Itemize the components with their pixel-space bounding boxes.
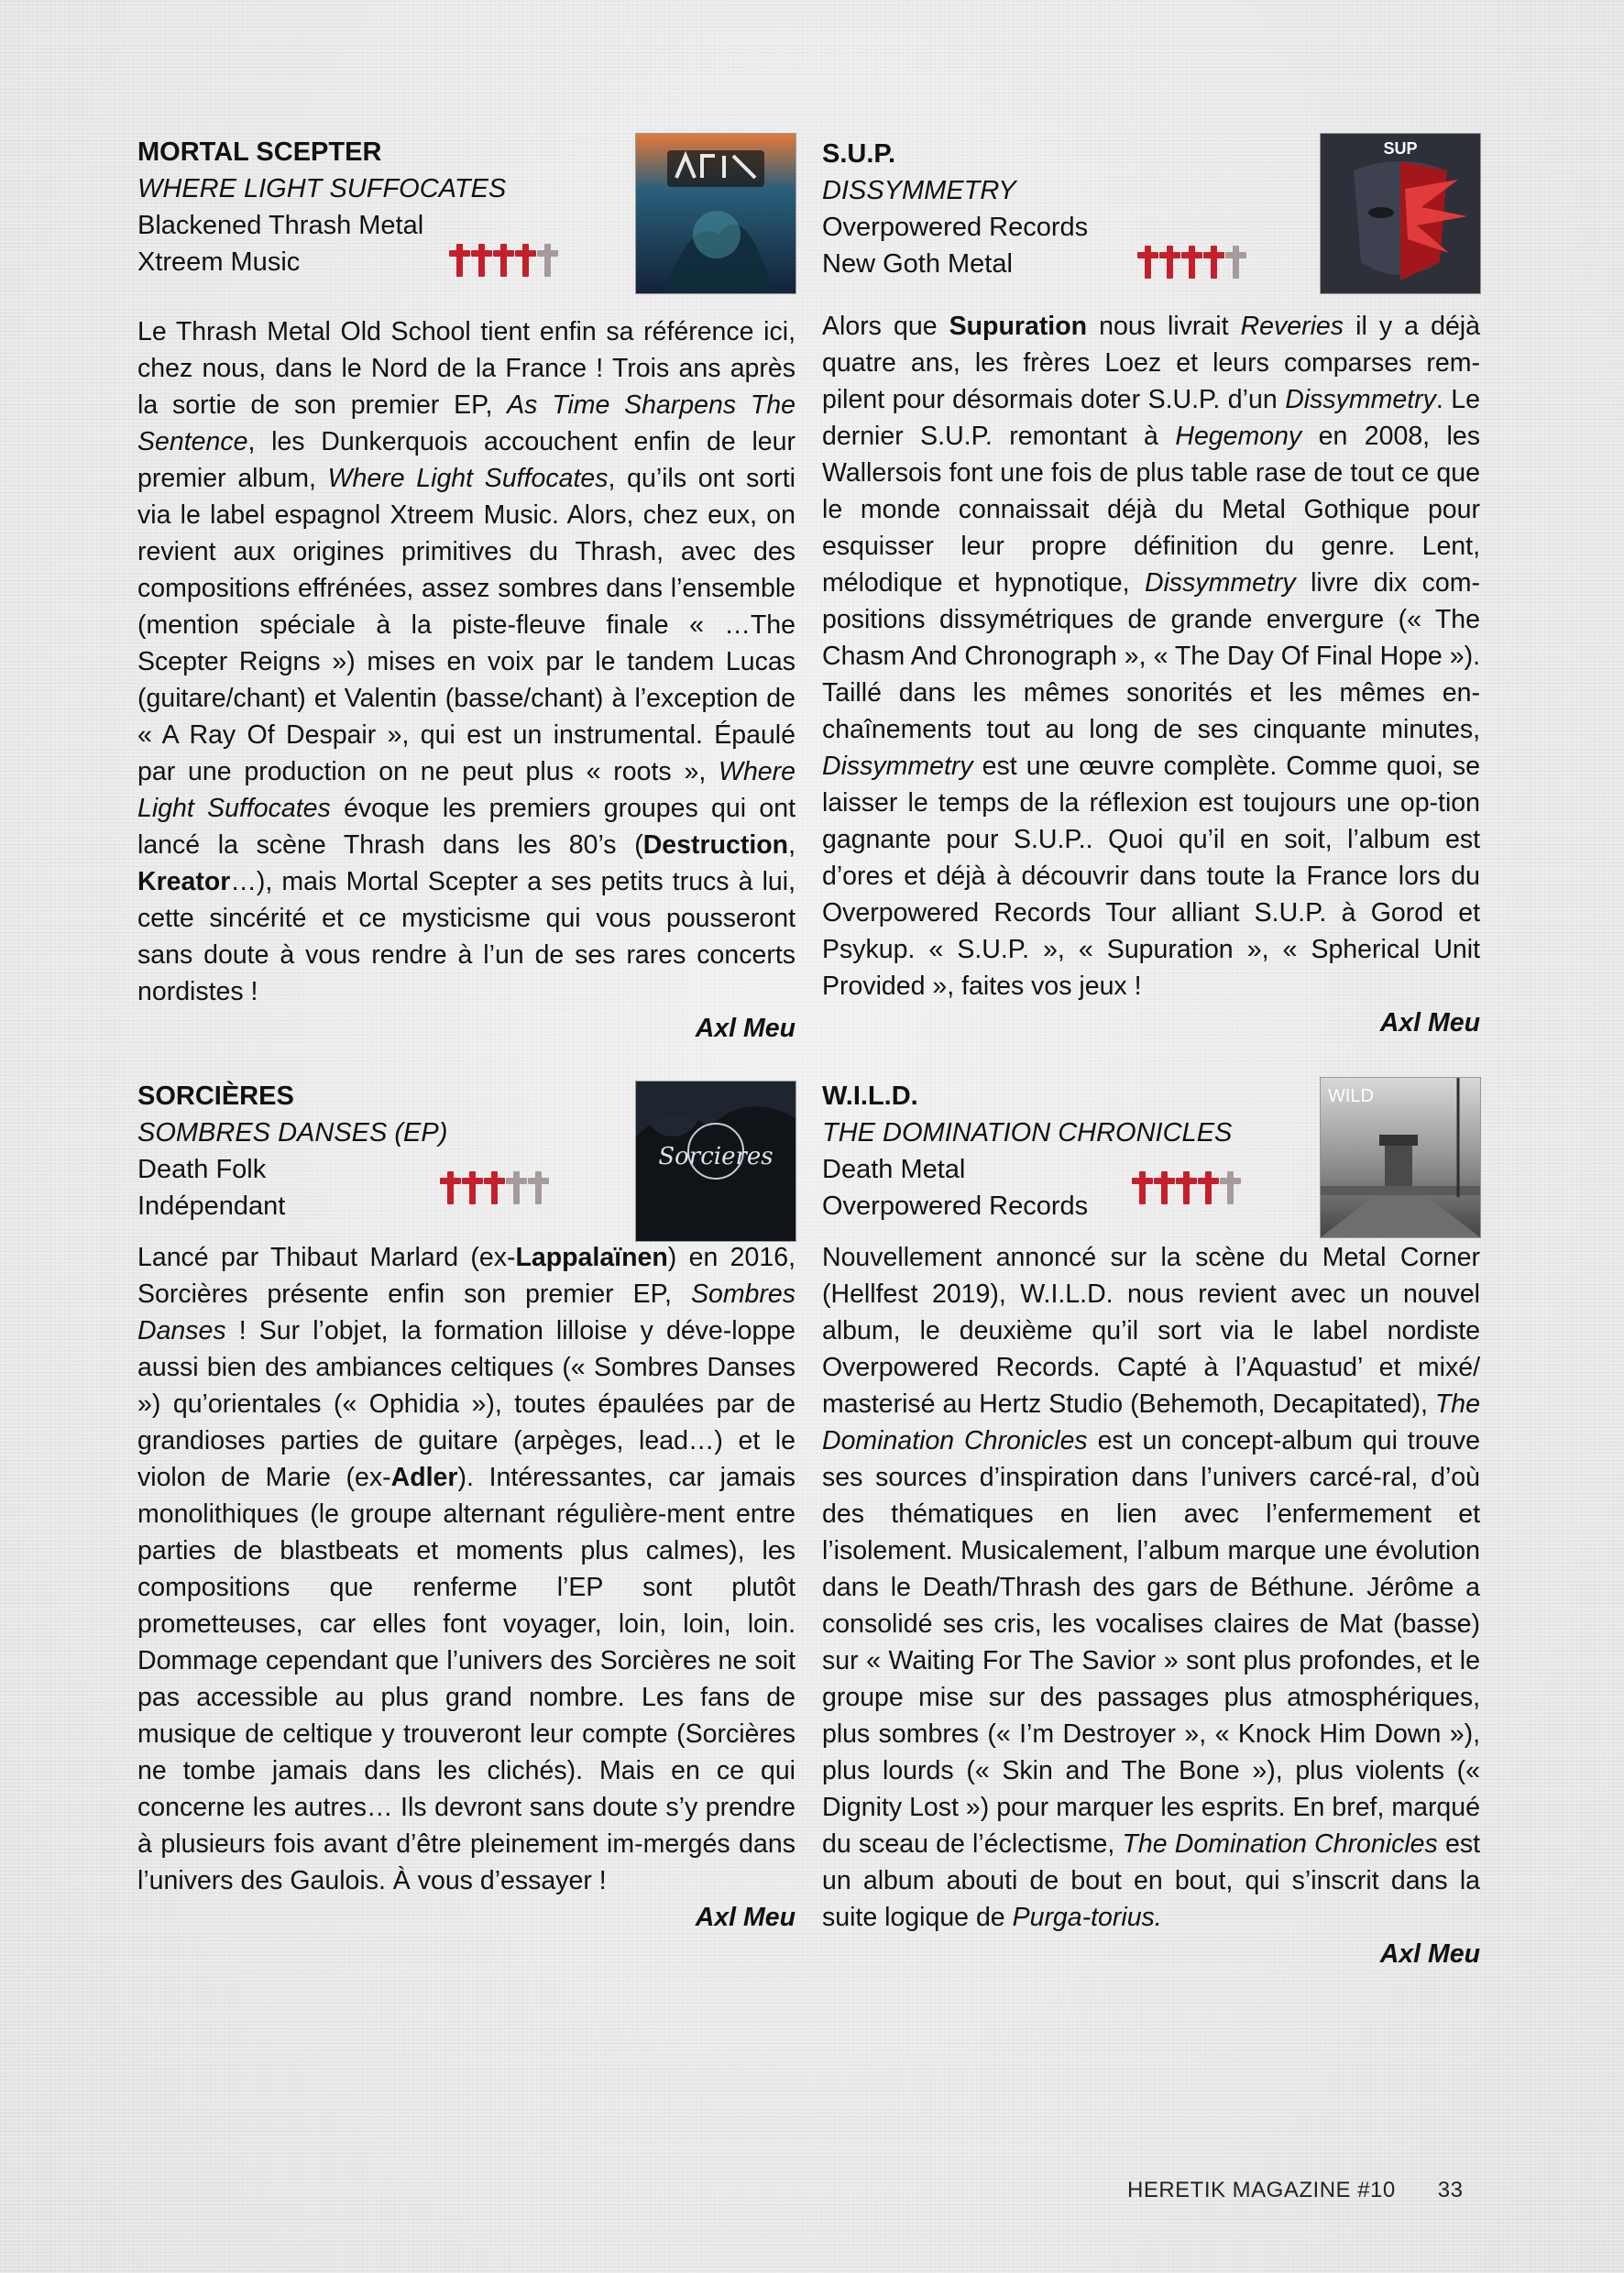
review-signature: Axl Meu bbox=[695, 1903, 796, 1932]
text-run: …), mais Mortal Scepter a ses petits trucs à lui, cette sincérité et ce mysticisme qui vous pousseront sans doute à vous rendre à l’un de ses rares concerts nordistes ! bbox=[137, 867, 796, 1006]
page-number: 33 bbox=[1437, 2178, 1464, 2202]
text-run: est une œuvre complète. Comme quoi, se laisser le temps de la réflexion est toujours une op-tion gagnante pour S.U.P.. Quoi qu’il en soit, l’album est d’ores et déjà à découvrir dans toute la France lors du Overpowered Records Tour alliant S.U.P. à Gorod et Psykup. « S.U.P. », « Supuration », « Spherical Unit Provided », faites vos jeux ! bbox=[822, 752, 1480, 1001]
cross-icon bbox=[1181, 244, 1202, 280]
text-run: , qu’ils ont sorti via le label espagnol Xtreem Music. Alors, chez eux, on revient aux origines primitives du Thrash, avec des compositions effrénées, assez sombres dans l’ensemble (mention spéciale à la piste-fleuve finale « …The Scepter Reigns ») mises en voix par le tandem Lucas (guitare/chant) et Valentin (basse/chant) à l’exception de « A Ray Of Despair », qui est un instrumental. Épaulé par une production on ne peut plus « roots », bbox=[137, 464, 796, 786]
review-header bbox=[822, 134, 1480, 295]
cross-icon bbox=[528, 1169, 548, 1206]
text-run: Where Light Suffocates bbox=[137, 757, 796, 823]
text-run: il y a déjà quatre ans, les frères Loez et leurs comparses rem-pilent pour désormais doter S.U.P. d’un bbox=[822, 312, 1480, 414]
text-run: est un album abouti de bout en bout, qui s’inscrit dans la suite logique de bbox=[822, 1829, 1480, 1932]
text-run: nous livrait bbox=[1087, 312, 1241, 341]
album-cover-image bbox=[1321, 134, 1480, 293]
album-title: THE DOMINATION CHRONICLES bbox=[822, 1118, 1233, 1147]
review-header bbox=[137, 134, 796, 295]
cross-icon bbox=[1154, 1169, 1174, 1206]
text-run: ! Sur l’objet, la formation lilloise y déve-loppe aussi bien des ambiances celtiques (« Sombres Danses ») qu’orientales (« Ophidia »), toutes épaulées par de grandioses parties de guitare (arpèges, lead…) et le violon de Marie (ex- bbox=[137, 1316, 796, 1492]
text-run: , les Dunkerquois accouchent enfin de leur premier album, bbox=[137, 427, 796, 493]
cross-icon bbox=[1137, 244, 1158, 280]
review-signature: Axl Meu bbox=[1379, 1008, 1480, 1038]
text-run: livre dix com-positions dissymétriques de grande envergure (« The Chasm And Chronograph », « The Day Of Final Hope »). Taillé dans les mêmes sonorités et les mêmes en-chaînements tout au long de ses cinquante minutes, bbox=[822, 568, 1480, 744]
text-run: As Time Sharpens The Sentence bbox=[137, 390, 796, 456]
text-run: ) en 2016, Sorcières présente enfin son premier EP, bbox=[137, 1243, 796, 1309]
genre: New Goth Metal bbox=[822, 249, 1013, 279]
cross-icon bbox=[1176, 1169, 1196, 1206]
text-run: est un concept-album qui trouve ses sources d’inspiration dans l’univers carcé-ral, d’où des thématiques en lien avec l’enfermement et l’isolement. Musicalement, l’album marque une évolution dans le Death/Thrash des gars de Béthune. Jérôme a consolidé ses cris, les vocalises claires de Mat (basse) sur « Waiting For The Savior » sont plus profondes, et le groupe mise sur des passages plus atmosphériques, plus sombres (« I’m Destroyer », « Knock Him Down »), plus lourds (« Skin and The Bone »), plus violents (« Dignity Lost ») pour marquer les esprits. En bref, marqué du sceau de l’éclectisme, bbox=[822, 1426, 1480, 1859]
text-run: Lancé par Thibaut Marlard (ex- bbox=[137, 1243, 516, 1272]
review-sorcieres bbox=[137, 1078, 796, 1936]
review-text bbox=[137, 1239, 796, 1899]
text-run: Reveries bbox=[1240, 312, 1344, 341]
text-run: ). Intéressantes, car jamais monolithiques (le groupe alternant régulière-ment entre parties de blastbeats et moments plus calmes), les compositions que renferme l’EP sont plutôt prometteuses, car elles font voyager, loin, loin, loin. Dommage cependant que l’univers des Sorcières ne soit pas accessible au plus grand nombre. Les fans de musique de celtique y trouveront leur compte (Sorcières ne tombe jamais dans les clichés). Mais en ce qui concerne les autres… Ils devront sans doute s’y prendre à plusieurs fois avant d’être pleinement im-mergés dans l’univers des Gaulois. À vous d’essayer ! bbox=[137, 1463, 796, 1895]
genre: Death Metal bbox=[822, 1155, 966, 1184]
text-run: Dissymmetry bbox=[1144, 568, 1296, 598]
review-text bbox=[822, 1239, 1480, 1936]
artist-name: SORCIÈRES bbox=[137, 1082, 294, 1111]
cross-icon bbox=[1220, 1169, 1240, 1206]
text-run: The Domination Chronicles bbox=[822, 1389, 1480, 1455]
album-title: WHERE LIGHT SUFFOCATES bbox=[137, 174, 507, 203]
review-text bbox=[822, 308, 1480, 1005]
album-cover-image bbox=[1321, 1078, 1480, 1237]
cross-icon bbox=[1159, 244, 1180, 280]
text-run: Nouvellement annoncé sur la scène du Metal Corner (Hellfest 2019), W.I.L.D. nous revient avec un nouvel album, le deuxième qu’il sort via le label nordiste Overpowered Records. Capté à l’Aquastud’ et mixé/ masterisé au Hertz Studio (Behemoth, Decapitated), bbox=[822, 1243, 1480, 1419]
text-run: . Le dernier S.U.P. remontant à bbox=[822, 385, 1480, 451]
genre: Blackened Thrash Metal bbox=[137, 211, 424, 240]
cross-icon bbox=[1132, 1169, 1152, 1206]
review-signature: Axl Meu bbox=[695, 1014, 796, 1043]
text-run: , bbox=[788, 830, 796, 860]
rating bbox=[1137, 244, 1245, 280]
text-run: Hegemony bbox=[1175, 422, 1302, 451]
text-run: en 2008, les Wallersois font une fois de plus table rase de tout ce que le monde connaissait déjà du Metal Gothique pour esquisser leur propre définition du genre. Lent, mélodique et hypnotique, bbox=[822, 422, 1480, 598]
page-footer bbox=[1127, 2178, 1463, 2203]
text-run: Adler bbox=[390, 1463, 458, 1492]
text-run: The Domination Chronicles bbox=[1122, 1829, 1438, 1859]
label: Overpowered Records bbox=[822, 213, 1089, 242]
label: Xtreem Music bbox=[137, 247, 301, 277]
cross-icon bbox=[440, 1169, 460, 1206]
rating bbox=[449, 242, 557, 279]
text-run: Purga-torius. bbox=[1012, 1903, 1162, 1932]
cross-icon bbox=[506, 1169, 526, 1206]
review-mortal-scepter bbox=[137, 134, 796, 1047]
cross-icon bbox=[449, 242, 469, 279]
review-header bbox=[137, 1078, 796, 1239]
text-run: Sombres Danses bbox=[137, 1279, 796, 1345]
text-run: Where Light Suffocates bbox=[327, 464, 609, 493]
cover-logo-text: Sorcieres bbox=[658, 1143, 774, 1170]
genre: Death Folk bbox=[137, 1155, 267, 1184]
text-run: Alors que bbox=[822, 312, 949, 341]
review-signature: Axl Meu bbox=[1379, 1939, 1480, 1969]
magazine-name: HERETIK MAGAZINE #10 bbox=[1127, 2178, 1396, 2202]
album-cover-image bbox=[636, 134, 796, 293]
text-run: Le Thrash Metal Old School tient enfin sa référence ici, chez nous, dans le Nord de la France ! Trois ans après la sortie de son premier EP, bbox=[137, 317, 796, 420]
review-sup bbox=[822, 134, 1480, 1041]
artist-name: S.U.P. bbox=[822, 139, 896, 169]
cover-logo-text: WILD bbox=[1328, 1086, 1374, 1106]
text-run: Kreator bbox=[137, 867, 231, 896]
artist-name: MORTAL SCEPTER bbox=[137, 137, 382, 167]
label: Indépendant bbox=[137, 1191, 286, 1221]
cross-icon bbox=[493, 242, 513, 279]
cover-logo-text: SUP bbox=[1383, 139, 1418, 158]
cross-icon bbox=[1225, 244, 1245, 280]
cross-icon bbox=[471, 242, 491, 279]
review-text bbox=[137, 313, 796, 1010]
text-run: Lappalaïnen bbox=[515, 1243, 668, 1272]
cross-icon bbox=[1198, 1169, 1218, 1206]
label: Overpowered Records bbox=[822, 1191, 1089, 1221]
cross-icon bbox=[484, 1169, 504, 1206]
text-run: Supuration bbox=[949, 312, 1088, 341]
text-run: Dissymmetry bbox=[1285, 385, 1436, 414]
album-title: SOMBRES DANSES (EP) bbox=[137, 1118, 448, 1147]
review-wild bbox=[822, 1078, 1480, 1972]
cross-icon bbox=[1203, 244, 1223, 280]
album-cover-image bbox=[636, 1082, 796, 1241]
text-run: Dissymmetry bbox=[822, 752, 973, 781]
artist-name: W.I.L.D. bbox=[822, 1082, 918, 1111]
text-run: évoque les premiers groupes qui ont lancé la scène Thrash dans les 80’s ( bbox=[137, 794, 796, 860]
text-run: Destruction bbox=[642, 830, 789, 860]
rating bbox=[440, 1169, 548, 1206]
cross-icon bbox=[462, 1169, 482, 1206]
review-header bbox=[822, 1078, 1480, 1239]
cross-icon bbox=[515, 242, 535, 279]
rating bbox=[1132, 1169, 1240, 1206]
album-title: DISSYMMETRY bbox=[822, 176, 1016, 205]
cross-icon bbox=[537, 242, 557, 279]
